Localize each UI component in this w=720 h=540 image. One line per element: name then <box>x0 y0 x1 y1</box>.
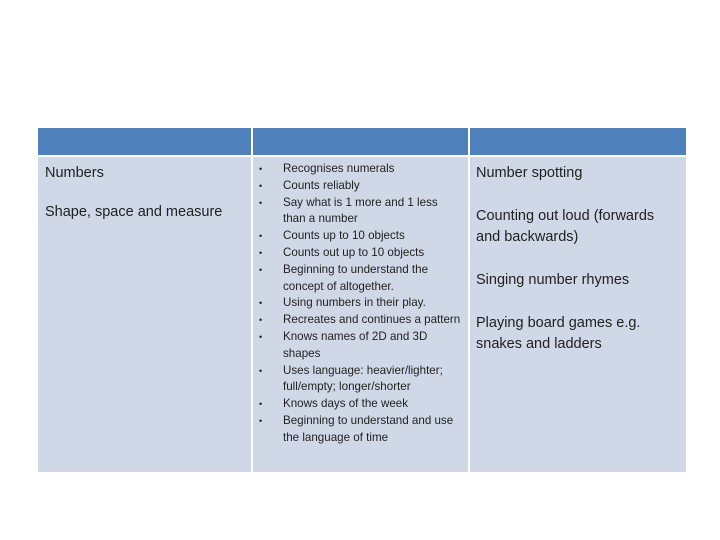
skill-item: • Counts out up to 10 objects <box>259 245 462 262</box>
skill-item: • Beginning to understand the concept of altogether. <box>259 262 462 296</box>
skills-cell <box>252 156 469 473</box>
activity-item: Singing number rhymes <box>476 272 630 288</box>
header-cell <box>37 127 252 156</box>
skill-item: • Counts up to 10 objects <box>259 228 462 245</box>
skill-item: • Using numbers in their play. <box>259 295 462 312</box>
skill-item: • Say what is 1 more and 1 less than a number <box>259 195 462 229</box>
activity-item: Counting out loud (forwards and backwards) <box>476 208 655 245</box>
skill-item: • Recognises numerals <box>259 161 462 178</box>
skill-item: • Recreates and continues a pattern <box>259 312 462 329</box>
skill-item: • Uses language: heavier/lighter; full/empty; longer/shorter <box>259 363 462 397</box>
skill-item: • Knows days of the week <box>259 396 462 413</box>
area-numbers: Numbers <box>45 165 104 181</box>
table-header-row <box>37 127 687 156</box>
activity-item: Playing board games e.g. snakes and ladders <box>476 315 641 352</box>
activities-cell <box>469 156 687 473</box>
skill-item: • Counts reliably <box>259 178 462 195</box>
curriculum-table <box>36 126 688 474</box>
header-cell <box>252 127 469 156</box>
header-cell <box>469 127 687 156</box>
skill-item: • Knows names of 2D and 3D shapes <box>259 329 462 363</box>
areas-cell <box>37 156 252 473</box>
table-row <box>37 156 687 473</box>
skills-list <box>259 161 462 447</box>
area-shape-space-measure: Shape, space and measure <box>45 204 223 220</box>
skill-item: • Beginning to understand and use the language of time <box>259 413 462 447</box>
activity-item: Number spotting <box>476 165 583 181</box>
